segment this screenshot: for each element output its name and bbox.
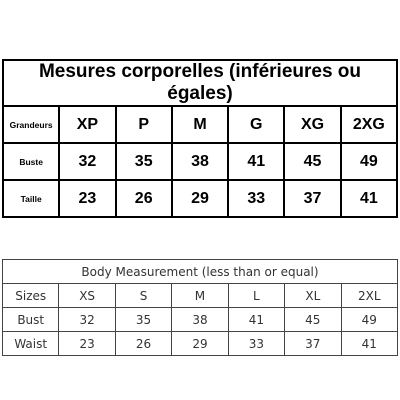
english-cell: 32 bbox=[59, 308, 115, 332]
english-row-label-bust: Bust bbox=[3, 308, 59, 332]
french-cell: XG bbox=[284, 106, 340, 143]
french-row-label-sizes: Grandeurs bbox=[3, 106, 59, 143]
english-table-title: Body Measurement (less than or equal) bbox=[3, 260, 398, 284]
french-row-bust bbox=[3, 143, 397, 180]
french-cell: P bbox=[116, 106, 172, 143]
english-cell: 26 bbox=[115, 332, 171, 356]
french-cell: 38 bbox=[172, 143, 228, 180]
french-cell: 41 bbox=[228, 143, 284, 180]
french-cell: 23 bbox=[59, 180, 115, 217]
english-row-label-sizes: Sizes bbox=[3, 284, 59, 308]
french-row-label-bust: Buste bbox=[3, 143, 59, 180]
french-cell: M bbox=[172, 106, 228, 143]
french-cell: 33 bbox=[228, 180, 284, 217]
french-cell: 32 bbox=[59, 143, 115, 180]
english-cell: 49 bbox=[341, 308, 397, 332]
french-cell: XP bbox=[59, 106, 115, 143]
french-table-title: Mesures corporelles (inférieures ou égales) bbox=[3, 60, 397, 106]
french-row-label-waist: Taille bbox=[3, 180, 59, 217]
english-row-sizes bbox=[3, 284, 398, 308]
english-cell: 2XL bbox=[341, 284, 397, 308]
english-measurement-table bbox=[2, 259, 398, 356]
french-cell: 45 bbox=[284, 143, 340, 180]
french-measurement-table bbox=[2, 59, 398, 218]
english-cell: 33 bbox=[228, 332, 284, 356]
english-cell: XS bbox=[59, 284, 115, 308]
french-cell: 41 bbox=[341, 180, 397, 217]
french-cell: 29 bbox=[172, 180, 228, 217]
french-cell: 26 bbox=[116, 180, 172, 217]
french-cell: 49 bbox=[341, 143, 397, 180]
french-row-sizes bbox=[3, 106, 397, 143]
english-cell: XL bbox=[285, 284, 341, 308]
english-cell: 35 bbox=[115, 308, 171, 332]
english-cell: L bbox=[228, 284, 284, 308]
english-cell: 41 bbox=[341, 332, 397, 356]
french-row-waist bbox=[3, 180, 397, 217]
english-cell: 23 bbox=[59, 332, 115, 356]
english-cell: 37 bbox=[285, 332, 341, 356]
english-row-label-waist: Waist bbox=[3, 332, 59, 356]
english-cell: 29 bbox=[172, 332, 228, 356]
french-cell: G bbox=[228, 106, 284, 143]
french-cell: 37 bbox=[284, 180, 340, 217]
english-row-bust bbox=[3, 308, 398, 332]
french-cell: 2XG bbox=[341, 106, 397, 143]
english-cell: 41 bbox=[228, 308, 284, 332]
english-row-waist bbox=[3, 332, 398, 356]
english-cell: M bbox=[172, 284, 228, 308]
english-cell: 38 bbox=[172, 308, 228, 332]
english-cell: 45 bbox=[285, 308, 341, 332]
english-cell: S bbox=[115, 284, 171, 308]
french-cell: 35 bbox=[116, 143, 172, 180]
